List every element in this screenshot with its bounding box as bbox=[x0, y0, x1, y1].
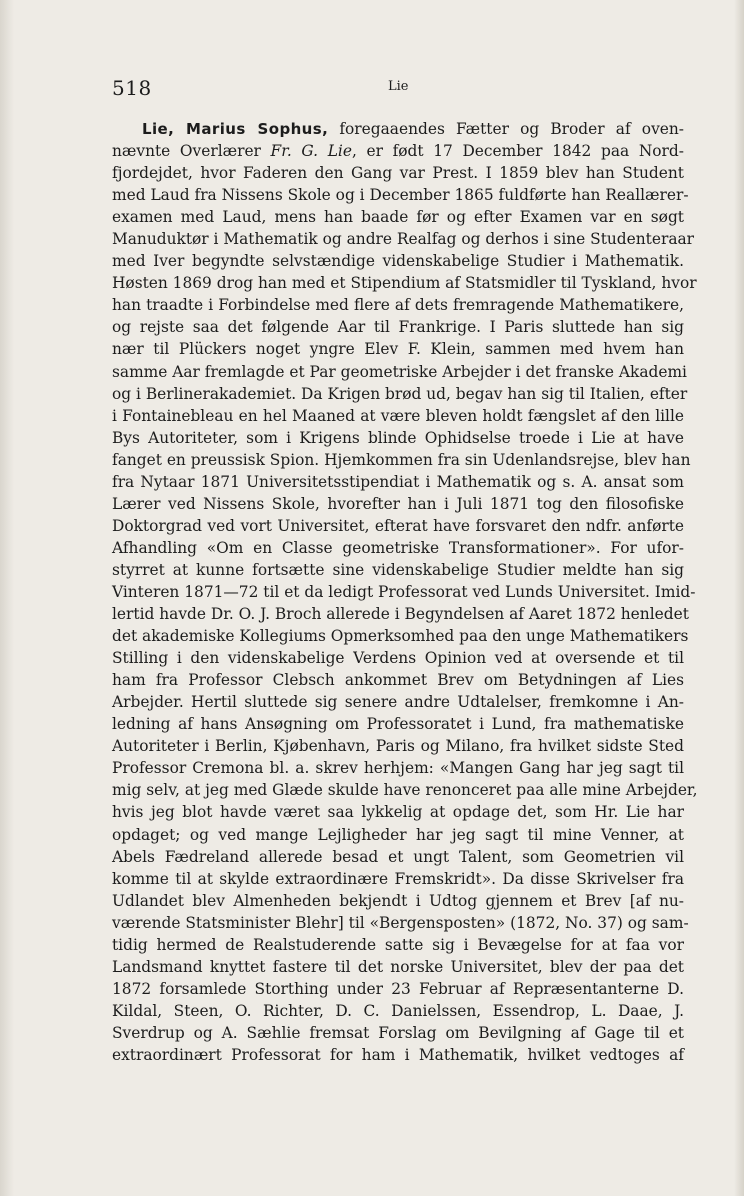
text-line bbox=[112, 515, 684, 537]
page-number: 518 bbox=[112, 76, 152, 100]
line-text: hvis jeg blot havde været saa lykkelig at opdage det, som Hr. Lie har bbox=[112, 803, 684, 822]
text-line bbox=[112, 691, 684, 713]
text-line bbox=[112, 537, 684, 559]
text-line bbox=[112, 779, 698, 801]
text-line bbox=[112, 625, 689, 647]
line-text: fanget en preussisk Spion. Hjemkommen fra sin Udenlandsrejse, blev han bbox=[112, 450, 691, 469]
text-line bbox=[112, 294, 684, 316]
line-text: Manuduktør i Mathematik og andre Realfag og derhos i sine Studenteraar bbox=[112, 230, 695, 249]
italic-name: Fr. G. Lie bbox=[270, 142, 352, 161]
text-line bbox=[112, 250, 684, 272]
text-line bbox=[112, 1022, 684, 1044]
line-text: Udlandet blev Almenheden bekjendt i Udtog gjennem et Brev [af nu- bbox=[112, 891, 684, 910]
text-line bbox=[112, 1000, 684, 1022]
line-text: i Fontainebleau en hel Maaned at være bleven holdt fængslet af den lille bbox=[112, 406, 684, 425]
line-text: og rejste saa det følgende Aar til Frankrige. I Paris sluttede han sig bbox=[112, 318, 684, 337]
page-edge-shadow-left bbox=[0, 0, 14, 1196]
text-line bbox=[112, 272, 697, 294]
line-text: Høsten 1869 drog han med et Stipendium af Statsmidler til Tyskland, hvor bbox=[112, 274, 697, 293]
line-text: Landsmand knyttet fastere til det norske Universitet, blev der paa det bbox=[112, 957, 684, 976]
line-text: med Laud fra Nissens Skole og i December 1865 fuldførte han Reallærer- bbox=[112, 186, 689, 205]
line-text: extraordinært Professorat for ham i Mathematik, hvilket vedtoges af bbox=[112, 1045, 684, 1064]
line-text: Arbejder. Hertil sluttede sig senere andre Udtalelser, fremkomne i An- bbox=[112, 693, 684, 712]
line-text: det akademiske Kollegiums Opmerksomhed paa den unge Mathematikers bbox=[112, 627, 689, 646]
text-line bbox=[112, 757, 684, 779]
text-line bbox=[112, 361, 687, 383]
line-text: styrret at kunne fortsætte sine videnskabelige Studier meldte han sig bbox=[112, 560, 684, 579]
text-line bbox=[112, 493, 684, 515]
text-line bbox=[112, 316, 684, 338]
text-line bbox=[112, 978, 684, 1000]
line-text: Lærer ved Nissens Skole, hvorefter han i Juli 1871 tog den filosofiske bbox=[112, 494, 684, 513]
line-text: Bys Autoriteter, som i Krigens blinde Ophidselse troede i Lie at have bbox=[112, 428, 684, 447]
running-head: Lie bbox=[388, 79, 409, 94]
line-text: med Iver begyndte selvstændige videnskabelige Studier i Mathematik. bbox=[112, 252, 684, 271]
line-text: samme Aar fremlagde et Par geometriske Arbejder i det franske Akademi bbox=[112, 362, 687, 381]
text-line bbox=[112, 559, 684, 581]
text-line bbox=[112, 1044, 684, 1066]
line-text: Abels Fædreland allerede besad et ungt Talent, som Geometrien vil bbox=[112, 847, 684, 866]
text-line bbox=[112, 118, 684, 140]
line-text-continued: foregaaendes Fætter og Broder af oven- bbox=[328, 120, 684, 138]
text-line bbox=[112, 934, 684, 956]
text-line bbox=[112, 669, 684, 691]
line-text: 1872 forsamlede Storthing under 23 Februar af Repræsentanterne D. bbox=[112, 979, 684, 998]
text-line bbox=[112, 184, 689, 206]
line-text: komme til at skylde extraordinære Fremskridt». Da disse Skrivelser fra bbox=[112, 869, 684, 888]
text-line bbox=[112, 206, 684, 228]
line-text: tidig hermed de Realstuderende satte sig i Bevægelse for at faa vor bbox=[112, 935, 684, 954]
text-line bbox=[112, 824, 684, 846]
line-text: nævnte Overlærer bbox=[112, 142, 271, 161]
line-text: Vinteren 1871—72 til et da ledigt Professorat ved Lunds Universitet. Imid- bbox=[112, 582, 696, 601]
text-line bbox=[112, 228, 695, 250]
line-text: han traadte i Forbindelse med flere af dets fremragende Mathematikere, bbox=[112, 296, 684, 315]
line-text: Stilling i den videnskabelige Verdens Opinion ved at oversende et til bbox=[112, 649, 684, 668]
text-line bbox=[112, 140, 684, 162]
line-text: Sverdrup og A. Sæhlie fremsat Forslag om Bevilgning af Gage til et bbox=[112, 1023, 684, 1042]
text-line bbox=[112, 868, 684, 890]
text-line bbox=[112, 162, 684, 184]
line-text: Doktorgrad ved vort Universitet, efterat have forsvaret den ndfr. anførte bbox=[112, 516, 684, 535]
line-text: værende Statsminister Blehr] til «Bergensposten» (1872, No. 37) og sam- bbox=[112, 913, 689, 932]
text-line bbox=[112, 471, 684, 493]
line-text: lertid havde Dr. O. J. Broch allerede i Begyndelsen af Aaret 1872 henledet bbox=[112, 605, 689, 624]
text-line bbox=[112, 890, 684, 912]
text-line bbox=[112, 801, 684, 823]
text-line bbox=[112, 956, 684, 978]
line-text: Kildal, Steen, O. Richter, D. C. Danielssen, Essendrop, L. Daae, J. bbox=[112, 1001, 684, 1020]
entry-body bbox=[112, 118, 698, 1066]
line-text: fra Nytaar 1871 Universitetsstipendiat i Mathematik og s. A. ansat som bbox=[112, 472, 684, 491]
text-line bbox=[112, 647, 684, 669]
text-line bbox=[112, 846, 684, 868]
line-text-continued: , er født 17 December 1842 paa Nord- bbox=[351, 142, 684, 161]
line-text: Afhandling «Om en Classe geometriske Transformationer». For ufor- bbox=[112, 538, 684, 557]
line-text: opdaget; og ved mange Lejligheder har jeg sagt til mine Venner, at bbox=[112, 825, 684, 844]
line-text: Autoriteter i Berlin, Kjøbenhavn, Paris og Milano, fra hvilket sidste Sted bbox=[112, 737, 684, 756]
line-text: Professor Cremona bl. a. skrev herhjem: «Mangen Gang har jeg sagt til bbox=[112, 759, 684, 778]
line-text: examen med Laud, mens han baade før og efter Examen var en søgt bbox=[112, 208, 684, 227]
text-line bbox=[112, 603, 689, 625]
line-text: ham fra Professor Clebsch ankommet Brev om Betydningen af Lies bbox=[112, 671, 684, 690]
text-line bbox=[112, 383, 688, 405]
line-text: mig selv, at jeg med Glæde skulde have renonceret paa alle mine Arbejder, bbox=[112, 781, 698, 800]
text-line bbox=[112, 405, 684, 427]
line-text: og i Berlinerakademiet. Da Krigen brød ud, begav han sig til Italien, efter bbox=[112, 384, 688, 403]
line-text: fjordejdet, hvor Faderen den Gang var Prest. I 1859 blev han Student bbox=[112, 164, 684, 183]
entry-name: Lie, Marius Sophus, bbox=[142, 120, 329, 138]
text-line bbox=[112, 713, 684, 735]
text-line bbox=[112, 449, 691, 471]
page-edge-shadow-right bbox=[734, 0, 744, 1196]
text-line bbox=[112, 581, 696, 603]
text-line bbox=[112, 427, 684, 449]
text-line bbox=[112, 735, 684, 757]
text-line bbox=[112, 338, 684, 360]
text-line bbox=[112, 912, 689, 934]
line-text: nær til Plückers noget yngre Elev F. Klein, sammen med hvem han bbox=[112, 340, 684, 359]
line-text: ledning af hans Ansøgning om Professoratet i Lund, fra mathematiske bbox=[112, 715, 684, 734]
